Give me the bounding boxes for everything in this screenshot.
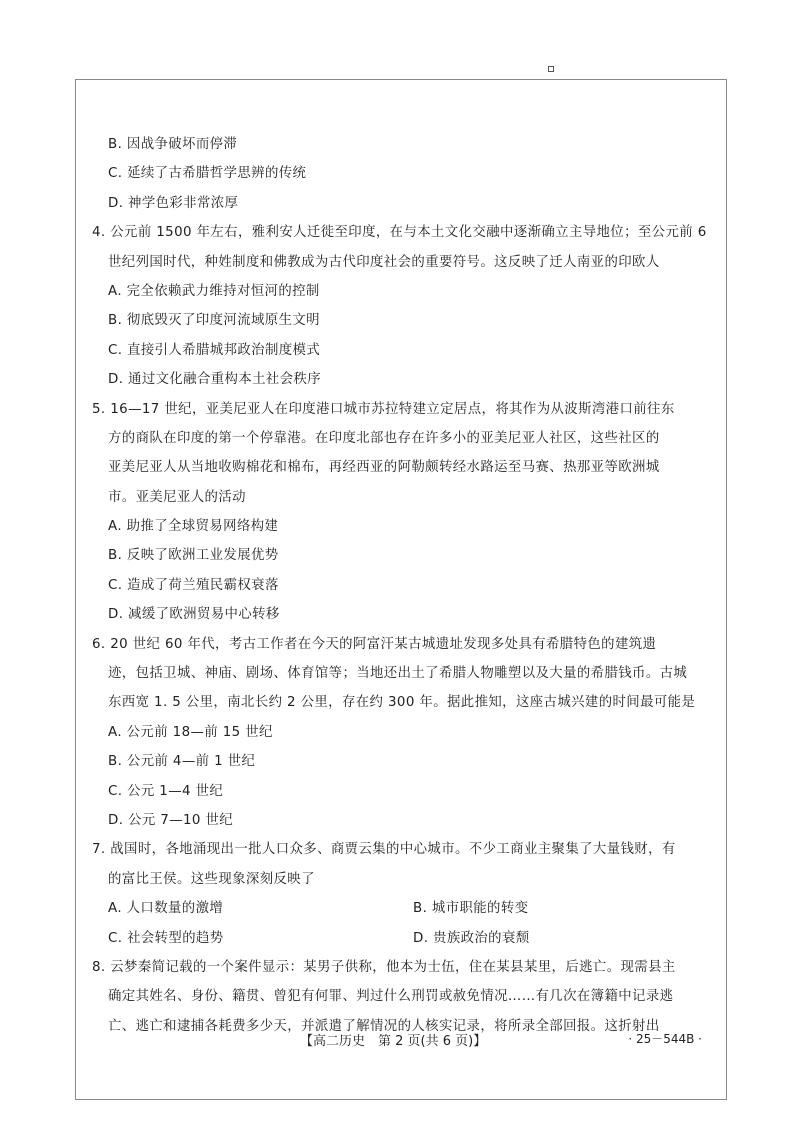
question-8 bbox=[92, 953, 702, 1041]
exam-content bbox=[92, 130, 707, 1041]
option: C. 造成了荷兰殖民霸权衰落 bbox=[108, 577, 279, 593]
question-stem-line: 5. 16—17 世纪，亚美尼亚人在印度港口城市苏拉特建立定居点，将其作为从波斯湾港口前往东 bbox=[92, 401, 675, 417]
question-stem-line: 6. 20 世纪 60 年代，考古工作者在今天的阿富汗某古城遗址发现多处具有希腊特色的建筑遗 bbox=[92, 636, 657, 652]
option-row bbox=[92, 894, 702, 923]
option: A. 完全依赖武力维持对恒河的控制 bbox=[108, 283, 320, 299]
scan-mark bbox=[548, 66, 554, 72]
option: B. 公元前 4—前 1 世纪 bbox=[108, 754, 256, 770]
option: A. 助推了全球贸易网络构建 bbox=[108, 519, 279, 535]
option: C. 延续了古希腊哲学思辨的传统 bbox=[108, 166, 307, 182]
question-stem-line: 确定其姓名、身份、籍贯、曾犯有何罪、判过什么刑罚或赦免情况……有几次在簿籍中记录逃 bbox=[108, 989, 674, 1005]
option: D. 通过文化融合重构本土社会秩序 bbox=[108, 372, 322, 388]
question-stem-line: 亚美尼亚人从当地收购棉花和棉布，再经西亚的阿勒颇转经水路运至马赛、热那亚等欧洲城 bbox=[108, 460, 660, 476]
option: B. 彻底毁灭了印度河流域原生文明 bbox=[108, 313, 320, 329]
option: B. 因战争破坏而停滞 bbox=[108, 137, 238, 152]
option: D. 减缓了欧洲贸易中心转移 bbox=[108, 607, 280, 623]
option: B. 城市职能的转变 bbox=[413, 901, 529, 917]
option: A. 公元前 18—前 15 世纪 bbox=[108, 724, 273, 740]
option: A. 人口数量的激增 bbox=[108, 901, 224, 917]
question-stem-line: 市。亚美尼亚人的活动 bbox=[108, 489, 246, 505]
question-stem-line: 的富比王侯。这些现象深刻反映了 bbox=[108, 871, 315, 887]
option: D. 贵族政治的衰颓 bbox=[413, 930, 530, 946]
question-stem-line: 世纪列国时代，种姓制度和佛教成为古代印度社会的重要符号。这反映了迁人南亚的印欧人 bbox=[108, 254, 660, 270]
question-stem-line: 方的商队在印度的第一个停靠港。在印度北部也存在许多小的亚美尼亚人社区，这些社区的 bbox=[108, 430, 660, 446]
question-stem-line: 亡、逃亡和逮捕各耗费多少天，并派遣了解情况的人核实记录，将所录全部回报。这折射出 bbox=[108, 1018, 660, 1034]
question-stem-line: 7. 战国时，各地涌现出一批人口众多、商贾云集的中心城市。不少工商业主聚集了大量钱财，有 bbox=[92, 842, 676, 858]
option: C. 直接引人希腊城邦政治制度模式 bbox=[108, 342, 321, 358]
question-3-options bbox=[92, 130, 702, 218]
question-5 bbox=[92, 395, 702, 630]
question-6 bbox=[92, 630, 702, 836]
page-number: 【高二历史 第 2 页(共 6 页)】 bbox=[300, 1034, 487, 1049]
question-4 bbox=[92, 218, 707, 394]
question-stem-line: 4. 公元前 1500 年左右，雅利安人迁徙至印度，在与本土文化交融中逐渐确立主导地位；至公元前 6 bbox=[92, 225, 707, 241]
option: B. 反映了欧洲工业发展优势 bbox=[108, 548, 279, 564]
option-row bbox=[92, 924, 702, 953]
question-7 bbox=[92, 835, 702, 953]
question-stem-line: 东西宽 1. 5 公里，南北长约 2 公里，存在约 300 年。据此推知，这座古城兴建的时间最可能是 bbox=[108, 695, 696, 711]
question-stem-line: 8. 云梦秦简记载的一个案件显示：某男子供称，他本为士伍，住在某县某里，后逃亡。现需县主 bbox=[92, 959, 676, 975]
question-stem-line: 迹，包括卫城、神庙、剧场、体育馆等；当地还出土了希腊人物雕塑以及大量的希腊钱币。古城 bbox=[108, 666, 688, 682]
option: C. 社会转型的趋势 bbox=[108, 930, 224, 946]
option: D. 公元 7—10 世纪 bbox=[108, 812, 234, 828]
exam-code: · 25－544B · bbox=[628, 1032, 702, 1046]
option: C. 公元 1—4 世纪 bbox=[108, 783, 224, 799]
option: D. 神学色彩非常浓厚 bbox=[108, 195, 239, 211]
